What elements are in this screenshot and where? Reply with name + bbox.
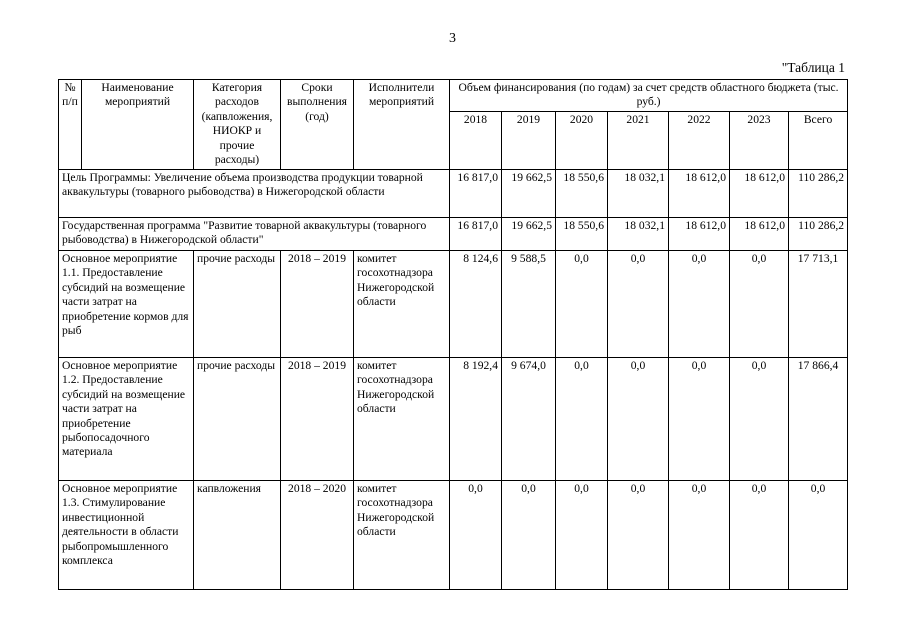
header-year: 2022 <box>669 112 730 170</box>
header-year: 2023 <box>730 112 789 170</box>
header-year: 2020 <box>556 112 608 170</box>
measure-terms: 2018 – 2019 <box>281 358 354 481</box>
measure-total: 17 713,1 <box>789 251 848 358</box>
header-category: Категория расходов (капвложения, НИОКР и прочие расходы) <box>194 80 281 170</box>
measure-value: 0,0 <box>556 481 608 590</box>
header-year: 2019 <box>502 112 556 170</box>
program-value: 18 612,0 <box>730 218 789 251</box>
goal-total: 110 286,2 <box>789 170 848 218</box>
measure-category: прочие расходы <box>194 251 281 358</box>
measure-value: 8 124,6 <box>450 251 502 358</box>
table-caption: "Таблица 1 <box>781 60 845 75</box>
goal-value: 16 817,0 <box>450 170 502 218</box>
measure-executor: комитет госохотнадзора Нижегородской области <box>354 251 450 358</box>
measure-total: 17 866,4 <box>789 358 848 481</box>
measure-category: капвложения <box>194 481 281 590</box>
measure-value: 0,0 <box>608 481 669 590</box>
measure-value: 0,0 <box>556 251 608 358</box>
header-year: 2021 <box>608 112 669 170</box>
measure-value: 0,0 <box>450 481 502 590</box>
measure-value: 0,0 <box>608 251 669 358</box>
measure-category: прочие расходы <box>194 358 281 481</box>
program-value: 18 032,1 <box>608 218 669 251</box>
page-number: 3 <box>449 31 456 46</box>
header-terms: Сроки выполнения (год) <box>281 80 354 170</box>
program-text: Государственная программа "Развитие товарной аквакультуры (товарного рыбоводства) в Нижегородской области" <box>59 218 450 251</box>
measure-value: 0,0 <box>669 251 730 358</box>
measure-value: 9 588,5 <box>502 251 556 358</box>
measure-executor: комитет госохотнадзора Нижегородской области <box>354 358 450 481</box>
goal-value: 18 612,0 <box>730 170 789 218</box>
measure-row <box>59 358 848 481</box>
program-row <box>59 218 848 251</box>
header-year: 2018 <box>450 112 502 170</box>
program-total: 110 286,2 <box>789 218 848 251</box>
measure-value: 0,0 <box>730 358 789 481</box>
measure-name: Основное мероприятие 1.3. Стимулирование инвестиционной деятельности в области рыбопромышленного комплекса <box>59 481 194 590</box>
measure-row <box>59 251 848 358</box>
header-total: Всего <box>789 112 848 170</box>
measure-value: 0,0 <box>669 481 730 590</box>
measure-value: 0,0 <box>669 358 730 481</box>
measure-value: 0,0 <box>502 481 556 590</box>
measure-name: Основное мероприятие 1.2. Предоставление субсидий на возмещение части затрат на приобретение рыбопосадочного материала <box>59 358 194 481</box>
program-value: 18 550,6 <box>556 218 608 251</box>
measure-value: 0,0 <box>730 481 789 590</box>
header-name: Наименование мероприятий <box>82 80 194 170</box>
measure-total: 0,0 <box>789 481 848 590</box>
measure-value: 0,0 <box>730 251 789 358</box>
measure-value: 8 192,4 <box>450 358 502 481</box>
program-value: 19 662,5 <box>502 218 556 251</box>
header-no: № п/п <box>59 80 82 170</box>
measure-executor: комитет госохотнадзора Нижегородской области <box>354 481 450 590</box>
measure-row <box>59 481 848 590</box>
goal-value: 18 550,6 <box>556 170 608 218</box>
measure-terms: 2018 – 2020 <box>281 481 354 590</box>
header-executors: Исполнители мероприятий <box>354 80 450 170</box>
measure-name: Основное мероприятие 1.1. Предоставление субсидий на возмещение части затрат на приобретение кормов для рыб <box>59 251 194 358</box>
measure-value: 0,0 <box>556 358 608 481</box>
goal-value: 19 662,5 <box>502 170 556 218</box>
goal-value: 18 612,0 <box>669 170 730 218</box>
program-value: 16 817,0 <box>450 218 502 251</box>
measure-value: 0,0 <box>608 358 669 481</box>
header-row-1 <box>59 80 848 112</box>
goal-text: Цель Программы: Увеличение объема производства продукции товарной аквакультуры (товарного рыбоводства) в Нижегородской области <box>59 170 450 218</box>
measure-value: 9 674,0 <box>502 358 556 481</box>
program-value: 18 612,0 <box>669 218 730 251</box>
funding-table <box>58 79 848 590</box>
measure-terms: 2018 – 2019 <box>281 251 354 358</box>
goal-value: 18 032,1 <box>608 170 669 218</box>
goal-row <box>59 170 848 218</box>
header-funding: Объем финансирования (по годам) за счет средств областного бюджета (тыс. руб.) <box>450 80 848 112</box>
